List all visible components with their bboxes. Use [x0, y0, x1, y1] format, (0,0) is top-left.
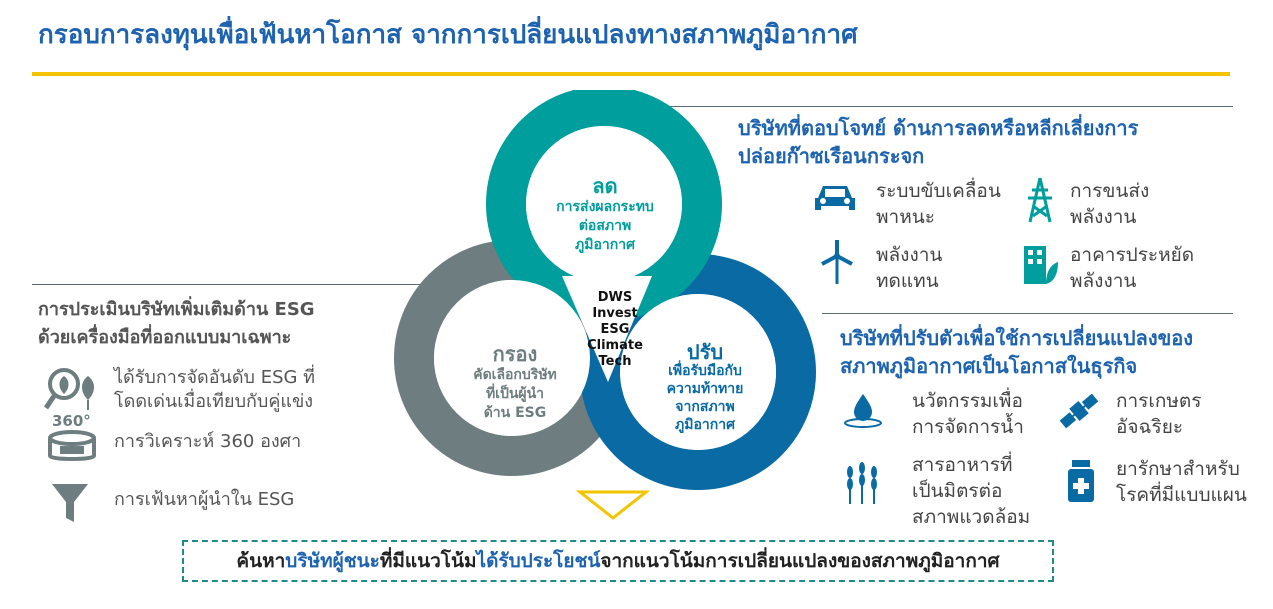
bottom-right-item-3: ยารักษาสำหรับ โรคที่มีแบบแผน	[1116, 458, 1247, 506]
wheat-icon	[842, 458, 882, 506]
title-underline	[32, 72, 1230, 76]
bottom-right-connector-line	[822, 313, 1233, 314]
adapt-title: ปรับ	[686, 340, 724, 364]
power-tower-icon	[1022, 176, 1058, 224]
bottom-summary-box: ค้นหา บริษัทผู้ชนะ ที่มีแนวโน้ม ได้รับประโยชน์ จากแนวโน้มการเปลี่ยนแปลงของสภาพภูมิอากาศ	[182, 540, 1054, 582]
green-building-icon	[1020, 240, 1060, 286]
car-icon	[812, 180, 858, 216]
satellite-icon	[1056, 390, 1102, 432]
medicine-icon	[1066, 458, 1096, 504]
down-arrow-triangle	[580, 492, 646, 518]
top-right-item-1: การขนส่ง พลังงาน	[1070, 180, 1150, 228]
bottom-right-item-2: สารอาหารที่ เป็นมิตรต่อ สภาพแวดล้อม	[912, 454, 1031, 528]
water-drop-icon	[842, 392, 884, 428]
left-item-1: การวิเคราะห์ 360 องศา	[114, 431, 302, 452]
screen-body: คัดเลือกบริษัท ที่เป็นผู้นำ ด้าน ESG	[473, 367, 557, 421]
360-view-icon	[46, 430, 98, 464]
page-title: กรอบการลงทุนเพื่อเฟ้นหาโอกาส จากการเปลี่ยนแปลงทางสภาพภูมิอากาศ	[38, 20, 858, 50]
left-heading: การประเมินบริษัทเพิ่มเติมด้าน ESG ด้วยเครื่องมือที่ออกแบบมาเฉพาะ	[38, 299, 315, 348]
top-right-item-2: พลังงาน ทดแทน	[876, 244, 943, 292]
top-right-item-0: ระบบขับเคลื่อน พาหนะ	[876, 180, 1001, 228]
360-badge: 360°	[52, 412, 91, 430]
bottom-right-heading: บริษัทที่ปรับตัวเพื่อใช้การเปลี่ยนแปลงของ สภาพภูมิอากาศเป็นโอกาสในธุรกิจ	[840, 326, 1194, 378]
top-right-heading: บริษัทที่ตอบโจทย์ ด้านการลดหรือหลีกเลี่ยงการ ปล่อยก๊าซเรือนกระจก	[738, 116, 1139, 168]
left-item-2: การเฟ้นหาผู้นำใน ESG	[114, 489, 295, 510]
wind-turbine-icon	[816, 238, 858, 286]
funnel-icon	[50, 480, 90, 526]
center-label: DWS Invest ESG Climate Tech	[587, 290, 643, 369]
reduce-title: ลด	[592, 174, 618, 198]
bottom-right-item-1: การเกษตร อัจฉริยะ	[1116, 390, 1202, 438]
bottom-right-item-0: นวัตกรรมเพื่อ การจัดการน้ำ	[912, 390, 1024, 438]
reduce-body: การส่งผลกระทบ ต่อสภาพ ภูมิอากาศ	[556, 199, 654, 253]
magnifier-leaf-icon	[44, 366, 102, 412]
screen-title: กรอง	[492, 342, 538, 366]
left-item-0: ได้รับการจัดอันดับ ESG ที่ โดดเด่นเมื่อเทียบกับคู่แข่ง	[114, 367, 316, 412]
adapt-body: เพื่อรับมือกับ ความท้าทาย จากสภาพ ภูมิอากาศ	[666, 363, 744, 433]
top-right-item-3: อาคารประหยัด พลังงาน	[1070, 244, 1195, 292]
